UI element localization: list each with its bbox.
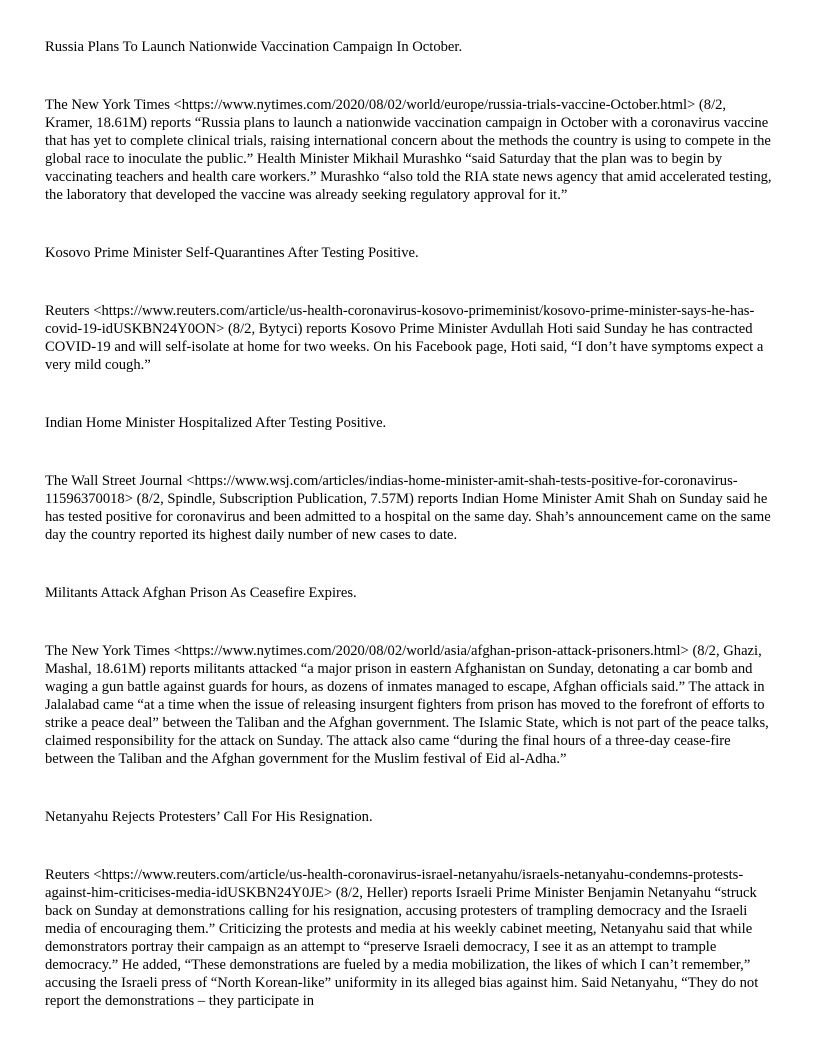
article-headline-indian-minister: Indian Home Minister Hospitalized After Testing Positive.: [45, 415, 387, 431]
article-headline-netanyahu: Netanyahu Rejects Protesters’ Call For His Resignation.: [45, 809, 373, 825]
article-body-russia-vaccine: The New York Times <https://www.nytimes.com/2020/08/02/world/europe/russia-trials-vaccine-October.html> (8/2, Kramer, 18.61M) reports “Russia plans to launch a nationwide vaccination campaign in October with a coronavirus vaccine that has yet to complete clinical trials, raising international concern about the methods the country is using to compete in the global race to inoculate the public.” Health Minister Mikhail Murashko “said Saturday that the plan was to begin by vaccinating teachers and health care workers.” Murashko “also told the RIA state news agency that amid accelerated testing, the laboratory that developed the vaccine was already seeking regulatory approval for it.”: [45, 97, 772, 203]
article-headline-kosovo-pm: Kosovo Prime Minister Self-Quarantines After Testing Positive.: [45, 245, 419, 261]
article-headline-russia-vaccine: Russia Plans To Launch Nationwide Vaccination Campaign In October.: [45, 39, 463, 55]
article-body-netanyahu: Reuters <https://www.reuters.com/article/us-health-coronavirus-israel-netanyahu/israels-netanyahu-condemns-protests-against-him-criticises-media-idUSKBN24Y0JE> (8/2, Heller) reports Israeli Prime Minister Benjamin Netanyahu “struck back on Sunday at demonstrations calling for his resignation, accusing protesters of trampling democracy and the Israeli media of encouraging them.” Criticizing the protests and media at his weekly cabinet meeting, Netanyahu said that while demonstrators portray their campaign as an attempt to “preserve Israeli democracy, I see it as an attempt to trample democracy.” He added, “These demonstrations are fueled by a media mobilization, the likes of which I can’t remember,” accusing the Israeli press of “North Korean-like” uniformity in its alleged bias against him. Said Netanyahu, “They do not report the demonstrations – they participate in: [45, 867, 759, 1009]
article-body-afghan-prison: The New York Times <https://www.nytimes.com/2020/08/02/world/asia/afghan-prison-attack-prisoners.html> (8/2, Ghazi, Mashal, 18.61M) reports militants attacked “a major prison in eastern Afghanistan on Sunday, detonating a car bomb and waging a gun battle against guards for hours, as dozens of inmates managed to escape, Afghan officials said.” The attack in Jalalabad came “at a time when the issue of releasing insurgent fighters from prison has moved to the forefront of efforts to strike a peace deal” between the Taliban and the Afghan government. The Islamic State, which is not part of the peace talks, claimed responsibility for the attack on Sunday. The attack also came “during the final hours of a three-day cease-fire between the Taliban and the Afghan government for the Muslim festival of Eid al-Adha.”: [45, 643, 769, 767]
article-body-kosovo-pm: Reuters <https://www.reuters.com/article/us-health-coronavirus-kosovo-primeminist/kosovo-prime-minister-says-he-has-covid-19-idUSKBN24Y0ON> (8/2, Bytyci) reports Kosovo Prime Minister Avdullah Hoti said Sunday he has contracted COVID-19 and will self-isolate at home for two weeks. On his Facebook page, Hoti said, “I don’t have symptoms expect a very mild cough.”: [45, 303, 764, 373]
article-headline-afghan-prison: Militants Attack Afghan Prison As Ceasefire Expires.: [45, 585, 357, 601]
document-page: [45, 38, 775, 1050]
article-body-indian-minister: The Wall Street Journal <https://www.wsj.com/articles/indias-home-minister-amit-shah-tests-positive-for-coronavirus-11596370018> (8/2, Spindle, Subscription Publication, 7.57M) reports Indian Home Minister Amit Shah on Sunday said he has tested positive for coronavirus and been admitted to a hospital on the same day. Shah’s announcement came on the same day the country reported its highest daily number of new cases to date.: [45, 473, 771, 543]
